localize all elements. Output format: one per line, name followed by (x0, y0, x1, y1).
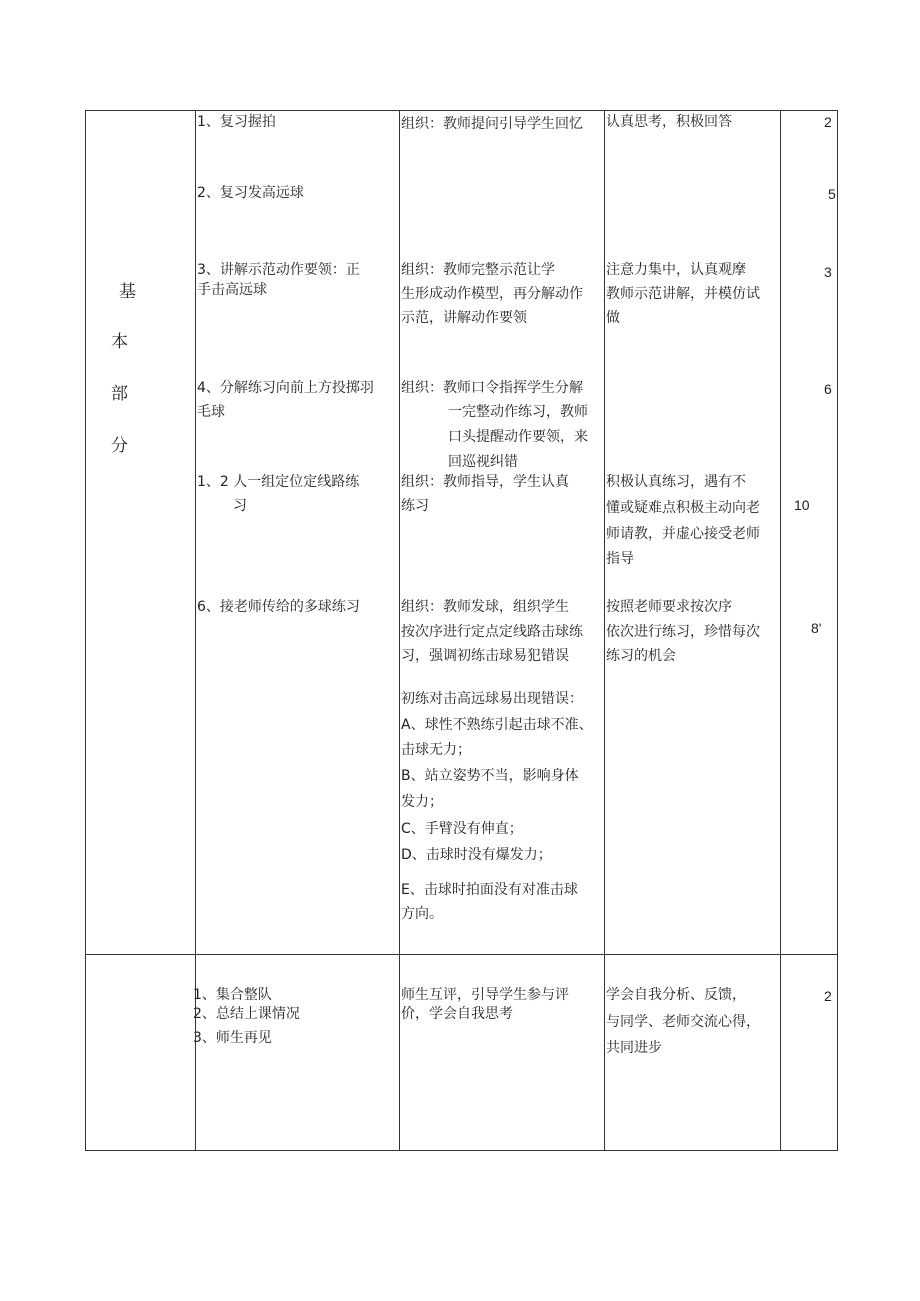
student-activity-text: 与同学、老师交流心得， (606, 1014, 760, 1030)
section-divider (85, 954, 838, 955)
student-activity-text: 教师示范讲解，并模仿试 (606, 286, 760, 302)
table-bottom-border (85, 1150, 838, 1151)
content-text: 手击高远球 (197, 282, 267, 298)
organization-text: 练习 (401, 498, 429, 514)
section-label-char: 基 (119, 282, 136, 302)
student-activity-text: 指导 (606, 551, 634, 567)
content-text: 1、集合整队 (193, 987, 272, 1003)
student-activity-text: 按照老师要求按次序 (606, 599, 732, 615)
student-activity-text: 积极认真练习，遇有不 (606, 474, 746, 490)
student-activity-text: 懂或疑难点积极主动向老 (606, 500, 760, 516)
content-text: 4、分解练习向前上方投掷羽 (197, 380, 374, 396)
organization-text: 组织：教师提问引导学生回忆 (401, 116, 583, 132)
organization-text: 回巡视纠错 (448, 454, 518, 470)
organization-text: 组织：教师口令指挥学生分解 (401, 380, 583, 396)
column-divider-2 (399, 110, 400, 1151)
organization-text: 师生互评，引导学生参与评 (401, 987, 569, 1003)
table-top-border (85, 110, 838, 111)
error-item: B、站立姿势不当，影响身体 (401, 768, 579, 784)
student-activity-text: 注意力集中，认真观摩 (606, 262, 746, 278)
time-value: 3 (824, 264, 832, 280)
content-text: 2、复习发高远球 (197, 185, 304, 201)
column-divider-3 (604, 110, 605, 1151)
content-text: 1、2 人一组定位定线路练 (197, 474, 360, 490)
organization-text: 一完整动作练习，教师 (448, 404, 588, 420)
content-text: 2、总结上课情况 (193, 1006, 300, 1022)
content-text: 1、复习握拍 (197, 114, 276, 130)
time-value: 5 (828, 186, 836, 202)
time-value: 10 (794, 497, 810, 513)
organization-text: 价，学会自我思考 (401, 1006, 513, 1022)
section-label-char: 分 (111, 436, 128, 456)
error-item: 方向。 (401, 906, 443, 922)
student-activity-text: 认真思考，积极回答 (606, 114, 732, 130)
organization-text: 习，强调初练击球易犯错误 (401, 648, 569, 664)
organization-text: 组织：教师指导，学生认真 (401, 474, 569, 490)
student-activity-text: 学会自我分析、反馈， (606, 987, 746, 1003)
column-divider-4 (780, 110, 781, 1151)
table-left-border (85, 110, 86, 1151)
error-item: C、手臂没有伸直； (401, 821, 523, 837)
organization-text: 示范，讲解动作要领 (401, 310, 527, 326)
errors-title: 初练对击高远球易出现错误： (401, 691, 583, 707)
organization-text: 组织：教师完整示范让学 (401, 262, 555, 278)
content-text: 3、师生再见 (193, 1030, 272, 1046)
time-value: 2 (824, 988, 832, 1004)
section-label-char: 本 (111, 332, 128, 352)
time-value: 6 (824, 381, 832, 397)
time-value: 8' (811, 620, 822, 636)
error-item: D、击球时没有爆发力； (401, 847, 552, 863)
organization-text: 组织：教师发球，组织学生 (401, 599, 569, 615)
error-item: 击球无力； (401, 742, 471, 758)
content-text: 毛球 (197, 404, 225, 420)
student-activity-text: 练习的机会 (606, 648, 676, 664)
error-item: A、球性不熟练引起击球不准、 (401, 717, 593, 733)
organization-text: 口头提醒动作要领，来 (448, 429, 588, 445)
table-right-border (837, 110, 838, 1151)
time-value: 2 (824, 114, 832, 130)
student-activity-text: 依次进行练习，珍惜每次 (606, 624, 760, 640)
content-text: 3、讲解示范动作要领：正 (197, 262, 360, 278)
content-text: 习 (233, 498, 247, 514)
organization-text: 生形成动作模型，再分解动作 (401, 286, 583, 302)
student-activity-text: 师请教，并虚心接受老师 (606, 526, 760, 542)
student-activity-text: 共同进步 (606, 1040, 662, 1056)
error-item: E、击球时拍面没有对准击球 (401, 882, 578, 898)
content-text: 6、接老师传给的多球练习 (197, 599, 360, 615)
organization-text: 按次序进行定点定线路击球练 (401, 624, 583, 640)
student-activity-text: 做 (606, 310, 620, 326)
error-item: 发力； (401, 794, 443, 810)
section-label-char: 部 (111, 384, 128, 404)
